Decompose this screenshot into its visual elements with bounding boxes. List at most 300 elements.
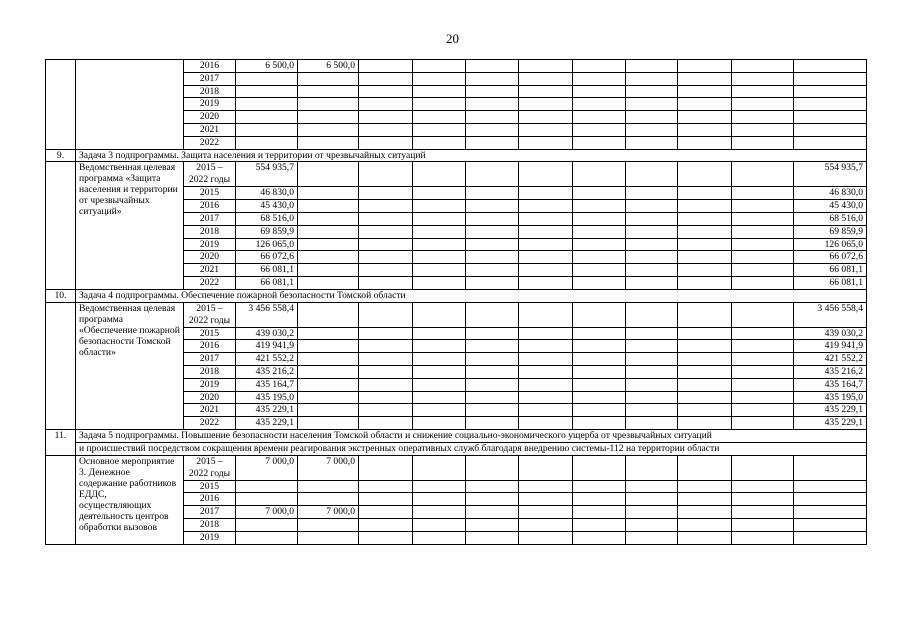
empty-cell (359, 212, 413, 225)
empty-cell (626, 200, 678, 213)
empty-cell (732, 187, 794, 200)
empty-cell (466, 98, 519, 111)
empty-cell (519, 327, 573, 340)
empty-cell (359, 251, 413, 264)
empty-cell (573, 455, 626, 480)
budget-table (45, 59, 867, 545)
year-cell: 2019 (184, 378, 236, 391)
value-cell: 69 859,9 (236, 225, 298, 238)
value-cell (236, 123, 298, 136)
task-title: Задача 5 подпрограммы. Повышение безопасности населения Томской области и снижение социально-экономического ущерба от чрезвычайных ситуаций (76, 429, 867, 442)
empty-cell (359, 85, 413, 98)
task-number: 11. (46, 429, 76, 455)
value-cell (298, 417, 359, 430)
empty-cell (573, 391, 626, 404)
empty-cell (466, 264, 519, 277)
empty-cell (519, 123, 573, 136)
total-cell: 435 216,2 (794, 365, 867, 378)
empty-cell (413, 60, 466, 73)
empty-cell (573, 353, 626, 366)
empty-cell (732, 506, 794, 519)
empty-cell (466, 60, 519, 73)
empty-cell (732, 302, 794, 327)
total-cell: 439 030,2 (794, 327, 867, 340)
total-cell (794, 493, 867, 506)
empty-cell (678, 162, 732, 187)
total-cell: 69 859,9 (794, 225, 867, 238)
empty-cell (573, 238, 626, 251)
empty-cell (466, 455, 519, 480)
empty-cell (732, 365, 794, 378)
value-cell: 126 065,0 (236, 238, 298, 251)
value-cell (298, 111, 359, 124)
empty-cell (466, 493, 519, 506)
empty-cell (519, 85, 573, 98)
empty-cell (573, 200, 626, 213)
empty-cell (359, 136, 413, 149)
empty-cell (413, 340, 466, 353)
empty-cell (678, 365, 732, 378)
value-cell (236, 518, 298, 531)
year-cell: 2019 (184, 98, 236, 111)
total-cell: 421 552,2 (794, 353, 867, 366)
empty-cell (626, 187, 678, 200)
empty-cell (732, 238, 794, 251)
empty-cell (678, 225, 732, 238)
empty-cell (519, 212, 573, 225)
empty-cell (678, 302, 732, 327)
value-cell (236, 85, 298, 98)
empty-cell (732, 225, 794, 238)
empty-cell (678, 276, 732, 289)
value-cell (298, 98, 359, 111)
empty-cell (359, 72, 413, 85)
empty-cell (573, 264, 626, 277)
empty-cell (359, 200, 413, 213)
empty-cell (678, 98, 732, 111)
table-row (46, 455, 867, 480)
total-cell: 45 430,0 (794, 200, 867, 213)
empty-cell (359, 365, 413, 378)
empty-cell (466, 212, 519, 225)
empty-cell (359, 187, 413, 200)
year-cell: 2016 (184, 200, 236, 213)
empty-cell (794, 85, 867, 98)
empty-cell (732, 98, 794, 111)
empty-cell (732, 493, 794, 506)
empty-cell (359, 353, 413, 366)
empty-cell (732, 417, 794, 430)
empty-cell (573, 187, 626, 200)
empty-cell (626, 340, 678, 353)
empty-cell (359, 264, 413, 277)
year-cell: 2017 (184, 72, 236, 85)
empty-cell (732, 518, 794, 531)
empty-cell (519, 187, 573, 200)
empty-cell (732, 264, 794, 277)
empty-cell (466, 417, 519, 430)
total-cell: 435 164,7 (794, 378, 867, 391)
value-cell (298, 251, 359, 264)
value-cell: 7 000,0 (298, 506, 359, 519)
value-cell: 435 164,7 (236, 378, 298, 391)
value-cell (298, 353, 359, 366)
empty-cell (359, 531, 413, 544)
total-cell (794, 480, 867, 493)
empty-cell (466, 378, 519, 391)
year-cell: 2017 (184, 506, 236, 519)
empty-cell (413, 136, 466, 149)
year-cell: 2019 (184, 238, 236, 251)
empty-cell (732, 162, 794, 187)
value-cell (298, 404, 359, 417)
empty-cell (626, 276, 678, 289)
empty-cell (519, 340, 573, 353)
empty-cell (413, 251, 466, 264)
task-row (46, 442, 867, 455)
empty-cell (626, 251, 678, 264)
empty-cell (466, 506, 519, 519)
empty-cell (413, 225, 466, 238)
empty-cell (678, 200, 732, 213)
total-cell: 3 456 558,4 (794, 302, 867, 327)
empty-cell (519, 200, 573, 213)
task-row (46, 149, 867, 162)
empty-cell (519, 264, 573, 277)
empty-cell (519, 455, 573, 480)
empty-cell (732, 200, 794, 213)
value-cell (298, 264, 359, 277)
program-name: Ведомственная целевая программа «Обеспечение пожарной безопасности Томской области» (76, 302, 184, 429)
empty-cell (626, 480, 678, 493)
empty-cell (573, 72, 626, 85)
year-cell: 2015 – 2022 годы (184, 302, 236, 327)
empty-cell (573, 493, 626, 506)
empty-cell (466, 327, 519, 340)
program-name: Ведомственная целевая программа «Защита населения и территории от чрезвычайных ситуаций» (76, 162, 184, 289)
empty-cell (466, 238, 519, 251)
value-cell (298, 212, 359, 225)
row-number-cell (46, 162, 76, 289)
empty-cell (359, 98, 413, 111)
empty-cell (413, 264, 466, 277)
empty-cell (413, 327, 466, 340)
empty-cell (466, 391, 519, 404)
empty-cell (626, 60, 678, 73)
empty-cell (626, 72, 678, 85)
value-cell (298, 302, 359, 327)
value-cell (236, 98, 298, 111)
empty-cell (413, 378, 466, 391)
task-row (46, 429, 867, 442)
empty-cell (466, 404, 519, 417)
empty-cell (626, 302, 678, 327)
empty-cell (519, 480, 573, 493)
value-cell (298, 276, 359, 289)
empty-cell (732, 60, 794, 73)
empty-cell (466, 72, 519, 85)
value-cell: 46 830,0 (236, 187, 298, 200)
empty-cell (794, 98, 867, 111)
value-cell (298, 200, 359, 213)
value-cell (298, 72, 359, 85)
empty-cell (466, 276, 519, 289)
empty-cell (413, 276, 466, 289)
value-cell (236, 111, 298, 124)
empty-cell (519, 98, 573, 111)
empty-cell (466, 480, 519, 493)
empty-cell (678, 251, 732, 264)
empty-cell (573, 404, 626, 417)
empty-cell (413, 353, 466, 366)
empty-cell (519, 60, 573, 73)
value-cell (298, 162, 359, 187)
row-number-cell (46, 302, 76, 429)
empty-cell (626, 136, 678, 149)
empty-cell (413, 72, 466, 85)
empty-cell (678, 264, 732, 277)
total-cell: 66 072,6 (794, 251, 867, 264)
table-row (46, 302, 867, 327)
total-cell (794, 455, 867, 480)
year-cell: 2020 (184, 391, 236, 404)
empty-cell (732, 391, 794, 404)
value-cell (298, 391, 359, 404)
empty-cell (519, 136, 573, 149)
year-cell: 2015 – 2022 годы (184, 162, 236, 187)
value-cell: 68 516,0 (236, 212, 298, 225)
empty-cell (626, 85, 678, 98)
empty-cell (626, 518, 678, 531)
empty-cell (519, 404, 573, 417)
year-cell: 2015 (184, 187, 236, 200)
empty-cell (626, 353, 678, 366)
empty-cell (413, 98, 466, 111)
year-cell: 2020 (184, 111, 236, 124)
empty-cell (466, 518, 519, 531)
empty-cell (413, 480, 466, 493)
empty-cell (732, 480, 794, 493)
empty-cell (466, 340, 519, 353)
empty-cell (359, 225, 413, 238)
empty-cell (359, 162, 413, 187)
empty-cell (732, 72, 794, 85)
empty-cell (626, 264, 678, 277)
total-cell (794, 506, 867, 519)
empty-cell (413, 302, 466, 327)
empty-cell (573, 506, 626, 519)
empty-cell (732, 276, 794, 289)
empty-cell (359, 378, 413, 391)
empty-cell (794, 60, 867, 73)
total-cell: 126 065,0 (794, 238, 867, 251)
value-cell (236, 480, 298, 493)
empty-cell (466, 200, 519, 213)
empty-cell (678, 327, 732, 340)
table-row (46, 162, 867, 187)
value-cell (298, 136, 359, 149)
empty-cell (626, 212, 678, 225)
year-cell: 2021 (184, 404, 236, 417)
empty-cell (413, 162, 466, 187)
year-cell: 2020 (184, 251, 236, 264)
year-cell: 2017 (184, 353, 236, 366)
task-title: Задача 4 подпрограммы. Обеспечение пожарной безопасности Томской области (76, 289, 867, 302)
program-name: Основное мероприятие 3. Денежное содержание работников ЕДДС, осуществляющих деятельность центров обработки вызовов (76, 455, 184, 544)
total-cell: 435 229,1 (794, 404, 867, 417)
total-cell: 68 516,0 (794, 212, 867, 225)
empty-cell (519, 365, 573, 378)
empty-cell (626, 327, 678, 340)
empty-cell (626, 404, 678, 417)
total-cell: 435 229,1 (794, 417, 867, 430)
empty-cell (359, 327, 413, 340)
value-cell: 3 456 558,4 (236, 302, 298, 327)
empty-cell (413, 85, 466, 98)
empty-cell (732, 531, 794, 544)
value-cell: 45 430,0 (236, 200, 298, 213)
empty-cell (359, 480, 413, 493)
empty-cell (678, 378, 732, 391)
empty-cell (626, 365, 678, 378)
value-cell (236, 136, 298, 149)
task-title: и происшествий посредством сокращения времени реагирования экстренных оперативных служб благодаря внедрению системы-112 на территории области (76, 442, 867, 455)
value-cell: 7 000,0 (236, 455, 298, 480)
value-cell (298, 85, 359, 98)
empty-cell (626, 455, 678, 480)
task-title: Задача 3 подпрограммы. Защита населения и территории от чрезвычайных ситуаций (76, 149, 867, 162)
value-cell: 435 216,2 (236, 365, 298, 378)
empty-cell (519, 531, 573, 544)
empty-cell (573, 136, 626, 149)
empty-cell (678, 60, 732, 73)
empty-cell (573, 98, 626, 111)
empty-cell (466, 302, 519, 327)
value-cell: 6 500,0 (236, 60, 298, 73)
year-cell: 2016 (184, 60, 236, 73)
empty-cell (359, 404, 413, 417)
empty-cell (359, 276, 413, 289)
empty-cell (466, 225, 519, 238)
value-cell (298, 518, 359, 531)
empty-cell (573, 417, 626, 430)
empty-cell (678, 123, 732, 136)
task-row (46, 289, 867, 302)
value-cell: 435 229,1 (236, 417, 298, 430)
empty-cell (626, 238, 678, 251)
empty-cell (359, 417, 413, 430)
empty-cell (573, 302, 626, 327)
empty-cell (678, 136, 732, 149)
empty-cell (573, 123, 626, 136)
empty-cell (626, 506, 678, 519)
row-number-cell (46, 455, 76, 544)
empty-cell (626, 531, 678, 544)
empty-cell (413, 187, 466, 200)
value-cell: 421 552,2 (236, 353, 298, 366)
year-cell: 2018 (184, 365, 236, 378)
empty-cell (678, 531, 732, 544)
empty-cell (466, 136, 519, 149)
empty-cell (359, 60, 413, 73)
empty-cell (359, 111, 413, 124)
empty-cell (794, 136, 867, 149)
empty-cell (732, 353, 794, 366)
empty-cell (732, 136, 794, 149)
total-cell (794, 518, 867, 531)
value-cell (298, 493, 359, 506)
empty-cell (573, 340, 626, 353)
empty-cell (413, 404, 466, 417)
program-cell (76, 60, 184, 150)
empty-cell (573, 225, 626, 238)
value-cell (298, 480, 359, 493)
empty-cell (519, 391, 573, 404)
empty-cell (413, 212, 466, 225)
year-cell: 2015 (184, 480, 236, 493)
empty-cell (573, 365, 626, 378)
empty-cell (466, 187, 519, 200)
empty-cell (573, 518, 626, 531)
empty-cell (573, 60, 626, 73)
empty-cell (794, 123, 867, 136)
empty-cell (519, 378, 573, 391)
empty-cell (573, 111, 626, 124)
value-cell: 7 000,0 (298, 455, 359, 480)
total-cell: 66 081,1 (794, 276, 867, 289)
empty-cell (573, 162, 626, 187)
empty-cell (466, 353, 519, 366)
year-cell: 2015 (184, 327, 236, 340)
value-cell (298, 238, 359, 251)
empty-cell (626, 391, 678, 404)
value-cell: 6 500,0 (298, 60, 359, 73)
empty-cell (466, 85, 519, 98)
value-cell: 419 941,9 (236, 340, 298, 353)
empty-cell (626, 417, 678, 430)
empty-cell (626, 123, 678, 136)
empty-cell (519, 493, 573, 506)
total-cell: 46 830,0 (794, 187, 867, 200)
value-cell (298, 340, 359, 353)
task-number: 9. (46, 149, 76, 162)
empty-cell (519, 162, 573, 187)
year-cell: 2019 (184, 531, 236, 544)
year-cell: 2016 (184, 493, 236, 506)
empty-cell (413, 111, 466, 124)
year-cell: 2017 (184, 212, 236, 225)
empty-cell (519, 251, 573, 264)
empty-cell (678, 417, 732, 430)
empty-cell (732, 212, 794, 225)
year-cell: 2018 (184, 225, 236, 238)
empty-cell (359, 506, 413, 519)
empty-cell (413, 493, 466, 506)
empty-cell (359, 238, 413, 251)
empty-cell (732, 85, 794, 98)
empty-cell (573, 251, 626, 264)
year-cell: 2022 (184, 276, 236, 289)
task-number: 10. (46, 289, 76, 302)
empty-cell (359, 123, 413, 136)
empty-cell (732, 455, 794, 480)
empty-cell (678, 455, 732, 480)
empty-cell (626, 225, 678, 238)
empty-cell (678, 493, 732, 506)
empty-cell (519, 276, 573, 289)
value-cell: 66 081,1 (236, 276, 298, 289)
empty-cell (678, 340, 732, 353)
